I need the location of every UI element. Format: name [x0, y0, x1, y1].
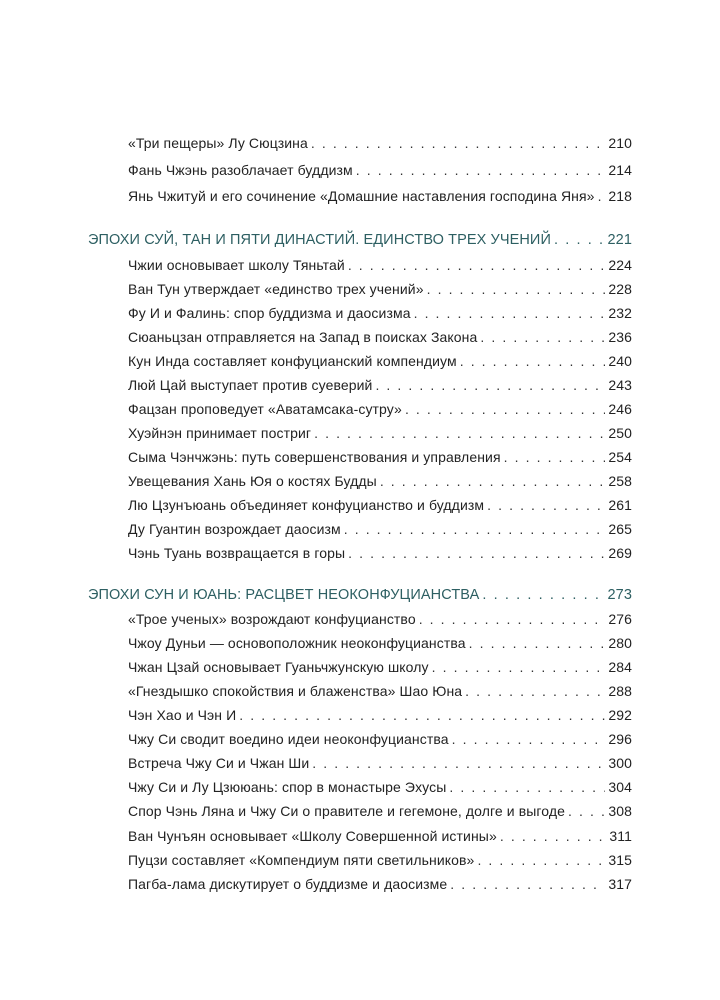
toc-entry[interactable] — [128, 729, 632, 749]
toc-entry-page: 224 — [608, 257, 632, 273]
dot-leader — [500, 826, 607, 846]
toc-entry-title: Янь Чжитуй и его сочинение «Домашние наставления господина Яня» — [128, 188, 595, 204]
toc-entry[interactable] — [128, 447, 632, 467]
toc-entry-page: 232 — [608, 305, 632, 321]
toc-entry[interactable] — [128, 633, 632, 653]
toc-entry-page: 210 — [608, 135, 632, 151]
toc-entry[interactable] — [128, 543, 632, 563]
toc-entry[interactable] — [128, 327, 632, 347]
dot-leader — [314, 423, 605, 443]
toc-entry-title: Ван Тун утверждает «единство трех учений» — [128, 281, 424, 297]
toc-entry-title: Спор Чэнь Ляна и Чжу Си о правителе и гегемоне, долге и выгоде — [128, 803, 566, 819]
dot-leader — [465, 681, 605, 701]
toc-entry[interactable] — [128, 423, 632, 443]
toc-entry-page: 276 — [608, 611, 632, 627]
toc-section-heading[interactable] — [88, 585, 632, 605]
toc-entry-page: 280 — [608, 635, 632, 651]
dot-leader — [348, 255, 606, 275]
toc-entry[interactable] — [128, 255, 632, 275]
toc-entry[interactable] — [128, 874, 632, 894]
toc-section-heading[interactable] — [88, 230, 632, 250]
toc-section-title: ЭПОХИ СУЙ, ТАН И ПЯТИ ДИНАСТИЙ. ЕДИНСТВО ТРЕХ УЧЕНИЙ — [88, 232, 551, 248]
toc-entry[interactable] — [128, 753, 632, 773]
toc-entry[interactable] — [128, 351, 632, 371]
toc-entry-title: Фацзан проповедует «Аватамсака-сутру» — [128, 401, 402, 417]
toc-entry-title: Кун Инда составляет конфуцианский компендиум — [128, 353, 457, 369]
toc-entry-page: 214 — [608, 162, 632, 178]
toc-entry-title: Чжии основывает школу Тяньтай — [128, 257, 345, 273]
toc-entry-title: «Гнездышко спокойствия и блаженства» Шао Юна — [128, 683, 463, 699]
toc-entry[interactable] — [128, 495, 632, 515]
toc-entry[interactable] — [128, 399, 632, 419]
toc-entry-title: Пагба-лама дискутирует о буддизме и даосизме — [128, 876, 448, 892]
toc-entry-title: Ван Чунъян основывает «Школу Совершенной истины» — [128, 828, 497, 844]
toc-entry-page: 240 — [608, 353, 632, 369]
toc-entry-title: Хуэйнэн принимает постриг — [128, 425, 312, 441]
toc-entry[interactable] — [128, 133, 632, 153]
dot-leader — [405, 399, 605, 419]
dot-leader — [460, 351, 606, 371]
toc-entry-page: 288 — [608, 683, 632, 699]
toc-entry-title: Пуцзи составляет «Компендиум пяти светильников» — [128, 852, 475, 868]
dot-leader — [568, 801, 605, 821]
dot-leader — [450, 874, 605, 894]
toc-entry[interactable] — [128, 160, 632, 180]
toc-entry-page: 250 — [608, 425, 632, 441]
toc-section-page: 273 — [607, 587, 632, 603]
toc-entry-title: Чжу Си и Лу Цзююань: спор в монастыре Эхусы — [128, 779, 447, 795]
dot-leader — [482, 585, 604, 605]
toc-entry[interactable] — [128, 826, 632, 846]
dot-leader — [344, 519, 606, 539]
dot-leader — [239, 705, 605, 725]
toc-entry[interactable] — [128, 657, 632, 677]
toc-entry-title: Фань Чжэнь разоблачает буддизм — [128, 162, 353, 178]
dot-leader — [554, 230, 605, 250]
toc-entry-page: 311 — [609, 828, 632, 844]
toc-entry[interactable] — [128, 303, 632, 323]
dot-leader — [414, 303, 606, 323]
dot-leader — [504, 447, 606, 467]
toc-entry-page: 304 — [608, 779, 632, 795]
dot-leader — [375, 375, 605, 395]
toc-entry-title: Встреча Чжу Си и Чжан Ши — [128, 755, 310, 771]
dot-leader — [312, 753, 605, 773]
toc-entry-title: Лю Цзунъюань объединяет конфуцианство и буддизм — [128, 497, 485, 513]
toc-entry-page: 300 — [608, 755, 632, 771]
dot-leader — [487, 495, 605, 515]
toc-entry[interactable] — [128, 375, 632, 395]
dot-leader — [419, 609, 606, 629]
dot-leader — [432, 657, 606, 677]
toc-entry-title: Чжу Си сводит воедино идеи неоконфуцианства — [128, 731, 449, 747]
toc-entry-title: Чэнь Туань возвращается в горы — [128, 545, 346, 561]
toc-entry[interactable] — [128, 801, 632, 821]
toc-entry-title: Чжан Цзай основывает Гуаньчжунскую школу — [128, 659, 429, 675]
toc-entry-title: Увещевания Хань Юя о костях Будды — [128, 473, 377, 489]
toc-entry[interactable] — [128, 777, 632, 797]
dot-leader — [469, 633, 606, 653]
toc-entry-page: 246 — [608, 401, 632, 417]
toc-entry-title: Фу И и Фалинь: спор буддизма и даосизма — [128, 305, 411, 321]
dot-leader — [356, 160, 606, 180]
toc-section-title: ЭПОХИ СУН И ЮАНЬ: РАСЦВЕТ НЕОКОНФУЦИАНСТВА — [88, 587, 480, 603]
toc-entry-page: 258 — [608, 473, 632, 489]
toc-entry[interactable] — [128, 186, 632, 206]
toc-entry-title: Сыма Чэнчжэнь: путь совершенствования и управления — [128, 449, 501, 465]
toc-entry-page: 269 — [608, 545, 632, 561]
toc-entry-title: Сюаньцзан отправляется на Запад в поисках Закона — [128, 329, 478, 345]
toc-entry[interactable] — [128, 609, 632, 629]
toc-entry-title: «Три пещеры» Лу Сюцзина — [128, 135, 308, 151]
toc-entry-page: 284 — [608, 659, 632, 675]
toc-entry-page: 315 — [608, 852, 632, 868]
dot-leader — [348, 543, 605, 563]
toc-entry-page: 261 — [608, 497, 632, 513]
dot-leader — [452, 729, 606, 749]
toc-entry[interactable] — [128, 519, 632, 539]
toc-entry-page: 243 — [608, 377, 632, 393]
toc-entry-page: 317 — [608, 876, 632, 892]
toc-entry[interactable] — [128, 471, 632, 491]
toc-entry-page: 218 — [608, 188, 632, 204]
dot-leader — [449, 777, 605, 797]
toc-entry-page: 254 — [608, 449, 632, 465]
toc-entry-page: 308 — [608, 803, 632, 819]
toc-entry[interactable] — [128, 279, 632, 299]
toc-entry[interactable] — [128, 705, 632, 725]
toc-entry-title: Чэн Хао и Чэн И — [128, 707, 237, 723]
toc-entry[interactable] — [128, 681, 632, 701]
toc-entry-title: Чжоу Дуньи — основоположник неоконфуцианства — [128, 635, 466, 651]
toc-entry-page: 236 — [608, 329, 632, 345]
toc-section-page: 221 — [607, 232, 632, 248]
dot-leader — [480, 327, 605, 347]
toc-entry-page: 296 — [608, 731, 632, 747]
toc-entry[interactable] — [128, 850, 632, 870]
toc-entry-title: Люй Цай выступает против суеверий — [128, 377, 373, 393]
toc-entry-page: 265 — [608, 521, 632, 537]
toc-entry-title: «Трое ученых» возрождают конфуцианство — [128, 611, 416, 627]
dot-leader — [598, 186, 606, 206]
dot-leader — [427, 279, 606, 299]
toc-entry-page: 292 — [608, 707, 632, 723]
dot-leader — [477, 850, 605, 870]
toc-entry-page: 228 — [608, 281, 632, 297]
dot-leader — [311, 133, 605, 153]
toc-entry-title: Ду Гуантин возрождает даосизм — [128, 521, 341, 537]
dot-leader — [380, 471, 606, 491]
